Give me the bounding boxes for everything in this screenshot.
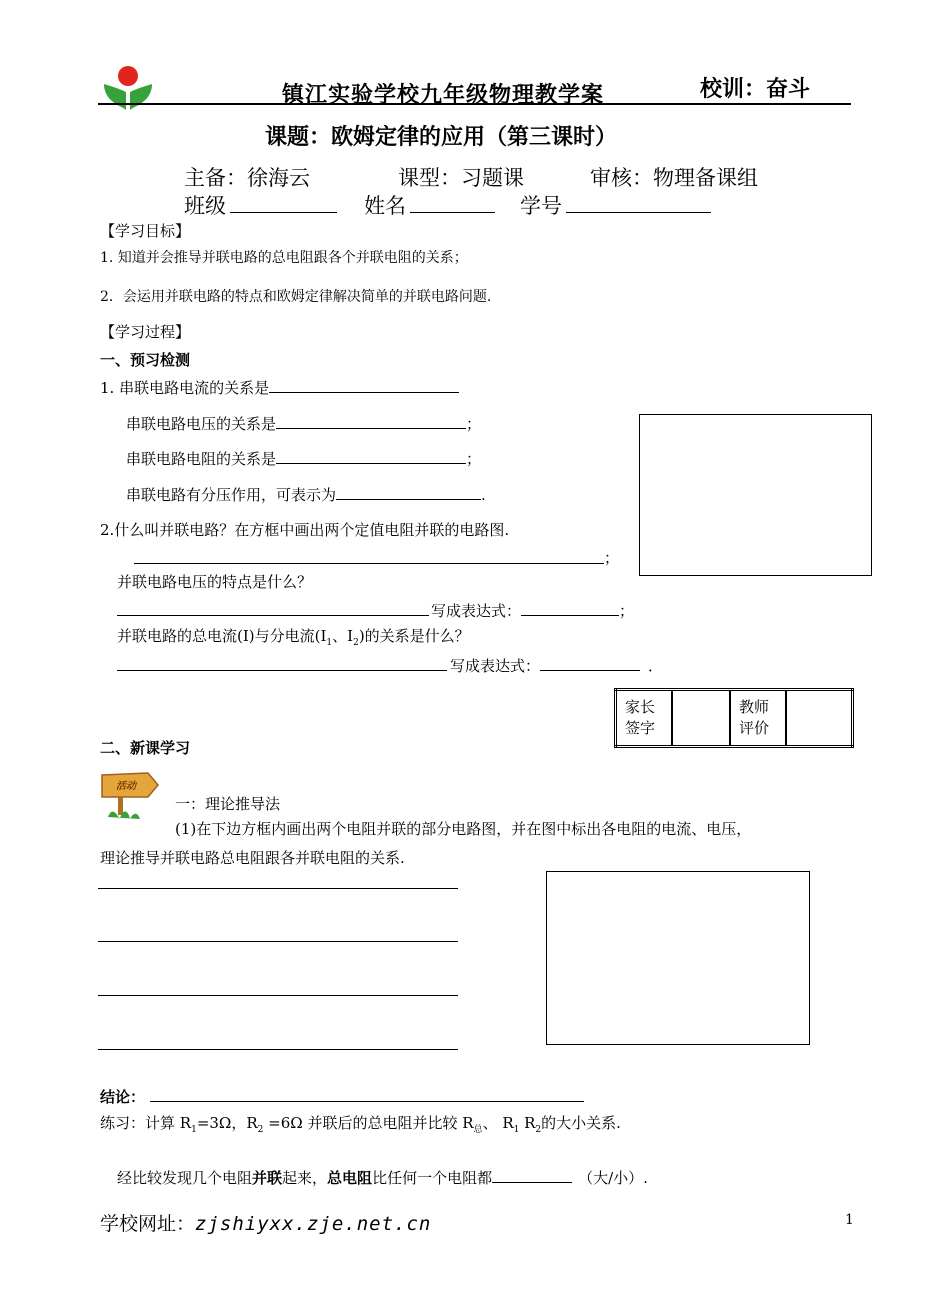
website-label: 学校网址： [100, 1213, 196, 1235]
comparison-text [117, 1166, 648, 1188]
website-url[interactable]: zjshiyxx.zje.net.cn [195, 1213, 432, 1235]
comparison-part3: 比任何一个电阻都 [372, 1169, 493, 1187]
q2-answer-line[interactable] [134, 563, 604, 564]
derivation-line-3[interactable] [98, 995, 458, 996]
comparison-bold-parallel: 并联 [252, 1169, 283, 1187]
derivation-line-1[interactable] [98, 888, 458, 889]
parent-label-line1: 家长 [625, 698, 656, 716]
exercise-sp: R [519, 1114, 536, 1132]
q2-current-expr [450, 654, 663, 676]
exercise-sub-total: 总 [473, 1125, 483, 1135]
new-lesson-heading: 二、新课学习 [100, 739, 191, 757]
exercise-prefix: 练习：计算 R [100, 1114, 192, 1132]
q1-voltage-text: 串联电路电压的关系是 [126, 415, 277, 433]
exercise-text [100, 1112, 621, 1135]
teacher-label-line2: 评价 [739, 719, 770, 737]
q2-voltage-expr-blank[interactable] [521, 599, 619, 616]
objectives-heading: 【学习目标】 [100, 222, 191, 240]
exercise-r2-value: =6Ω 并联后的总电阻并比较 R [263, 1114, 474, 1132]
q2-current-sub2: 2 [353, 638, 359, 648]
q2-current-line[interactable] [117, 670, 447, 671]
q1-divider-end: . [481, 486, 486, 504]
q2-current-expr-end: ． [648, 657, 664, 675]
parent-label-line2: 签字 [625, 719, 656, 737]
name-label: 姓名 [364, 194, 406, 218]
q1-resistance [126, 447, 481, 469]
number-field[interactable] [566, 212, 711, 213]
teacher-label-line1: 教师 [739, 698, 770, 716]
exercise-sub-r1: 1 [191, 1125, 197, 1135]
exercise-r1-value: =3Ω，R [196, 1114, 258, 1132]
objective-2: 2．会运用并联电路的特点和欧姆定律解决简单的并联电路问题. [100, 289, 492, 305]
q2-answer-end: ； [604, 549, 620, 567]
q1-voltage [126, 412, 481, 434]
q2-voltage-expr [431, 599, 634, 621]
exercise-sub-r2: 2 [257, 1125, 264, 1135]
footer-website [100, 1209, 431, 1236]
q2-current-text-c: )的关系是什么？ [358, 627, 470, 645]
q2-voltage-expr-end: ； [619, 602, 635, 620]
teacher-evaluation-cell[interactable] [786, 690, 853, 747]
school-title: 镇江实验学校九年级物理教学案 [282, 82, 605, 108]
q1-resistance-text: 串联电路电阻的关系是 [126, 450, 277, 468]
comparison-part2: 起来， [282, 1169, 328, 1187]
q1-current-blank[interactable] [269, 376, 459, 393]
header-rule [98, 103, 851, 105]
task-line-2: 理论推导并联电路总电阻跟各并联电阻的关系. [100, 849, 405, 867]
q2-current-expr-label: 写成表达式： [450, 657, 541, 675]
q1-current [100, 376, 459, 398]
q1-voltage-blank[interactable] [276, 412, 466, 429]
comparison-part1: 经比较发现几个电阻 [117, 1169, 253, 1187]
lesson-type-label: 课型：习题课 [398, 166, 524, 190]
q1-voltage-end: ； [466, 415, 482, 433]
q1-divider-text: 串联电路有分压作用，可表示为 [126, 486, 337, 504]
teacher-evaluation-label [730, 690, 786, 747]
derivation-line-4[interactable] [98, 1049, 458, 1050]
page-number: 1 [845, 1212, 854, 1228]
number-label: 学号 [520, 194, 562, 218]
signature-table [614, 688, 854, 748]
drawing-box-partial-circuit[interactable] [546, 871, 810, 1045]
parent-signature-label [616, 690, 673, 747]
q2-current-text-a: 并联电路的总电流(I)与分电流(I [117, 627, 327, 645]
q1-resistance-end: ； [466, 450, 482, 468]
q2-voltage-question: 并联电路电压的特点是什么？ [117, 573, 313, 591]
q1-current-text: 1. 串联电路电流的关系是 [100, 379, 270, 397]
q1-resistance-blank[interactable] [276, 447, 466, 464]
process-heading: 【学习过程】 [100, 323, 191, 341]
method-heading: 一：理论推导法 [175, 795, 281, 813]
drawing-box-parallel-circuit[interactable] [639, 414, 872, 576]
objective-1: 1. 知道并会推导并联电路的总电阻跟各个并联电阻的关系； [100, 250, 468, 266]
exercise-sub-r2b: 2 [535, 1125, 542, 1135]
exercise-suffix: 的大小关系. [541, 1114, 621, 1132]
preview-heading: 一、预习检测 [100, 351, 191, 369]
comparison-blank[interactable] [492, 1166, 572, 1183]
q2-current-text-b: 、I [332, 627, 354, 645]
conclusion-label: 结论： [100, 1088, 146, 1106]
task-line-1: (1)在下边方框内画出两个电阻并联的部分电路图，并在图中标出各电阻的电流、电压， [175, 820, 752, 838]
activity-sign-text: 活动 [116, 781, 136, 792]
class-label: 班级 [184, 194, 226, 218]
q2-current-question [117, 625, 470, 648]
q2-question: 2.什么叫并联电路？在方框中画出两个定值电阻并联的电路图. [100, 521, 510, 539]
q2-voltage-expr-label: 写成表达式： [431, 602, 522, 620]
derivation-line-2[interactable] [98, 941, 458, 942]
activity-signpost [100, 763, 162, 823]
parent-signature-cell[interactable] [672, 690, 730, 747]
name-field[interactable] [410, 212, 495, 213]
q2-current-sub1: 1 [326, 638, 333, 648]
exercise-mid: 、 R [482, 1114, 514, 1132]
q1-divider-blank[interactable] [336, 483, 481, 500]
q2-voltage-line[interactable] [117, 615, 429, 616]
exercise-sub-r1b: 1 [513, 1125, 520, 1135]
q1-divider [126, 483, 486, 505]
conclusion-line[interactable] [150, 1101, 584, 1102]
comparison-bold-total: 总电阻 [327, 1169, 373, 1187]
lesson-title: 课题：欧姆定律的应用（第三课时） [265, 124, 618, 150]
reviewer-label: 审核：物理备课组 [590, 166, 758, 190]
school-motto: 校训：奋斗 [700, 77, 811, 102]
q2-current-expr-blank[interactable] [540, 654, 640, 671]
author-label: 主备：徐海云 [184, 166, 310, 190]
comparison-part4: （大/小）. [578, 1169, 648, 1187]
class-field[interactable] [230, 212, 337, 213]
